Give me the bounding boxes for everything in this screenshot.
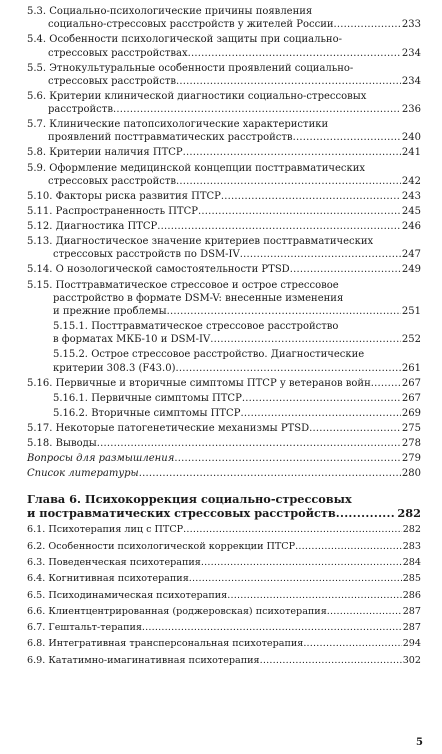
page-ref: 251 [401,305,421,317]
dot-leader [303,637,401,650]
entry-number: 5.15.1. [53,321,88,333]
entry-title-cont: проявлений посттравматических расстройств [48,132,293,144]
entry-title: Психодинамическая психотерапия [48,589,228,601]
dot-leader [290,263,401,276]
entry-title: Диагностическое значение критериев посттравматических [55,236,374,248]
entry-title: Критерии клинической диагностики социально-стрессовых [49,90,367,102]
dot-leader [260,654,402,667]
entry-number: 5.15.2. [53,349,88,361]
toc-entry[interactable] [27,422,421,435]
dot-leader [189,572,402,585]
entry-number: 5.13. [27,236,53,248]
toc-entry[interactable] [27,540,421,553]
toc-entry[interactable] [27,377,421,390]
toc-entry[interactable] [27,523,421,536]
entry-number: 5.4. [27,34,47,46]
entry-title: Вторичные симптомы ПТСР [91,407,241,419]
toc-entry[interactable] [27,556,421,569]
entry-title: Некоторые патогенетические механизмы PTSD [55,422,310,434]
toc-entry[interactable] [27,605,421,618]
entry-number: 5.10. [27,190,53,202]
page-ref: 246 [401,221,421,233]
entry-number: 5.5. [27,62,47,74]
entry-number: 5.8. [27,147,47,159]
entry-title: Поведенческая психотерапия [48,557,201,568]
page-ref: 283 [402,540,421,552]
page-ref: 287 [402,622,421,634]
entry-title: Посттравматическое стрессовое и острое стрессовое [55,279,339,291]
toc-entry[interactable] [27,621,421,634]
entry-number: 5.3. [27,6,47,17]
page-ref: 234 [401,75,421,87]
entry-title: Клинические патопсихологические характеристики [49,119,329,131]
page-ref: 233 [401,19,421,31]
dot-leader [142,621,402,634]
page-ref: 282 [397,506,421,521]
dot-leader [176,75,401,88]
page-ref: 245 [401,205,421,217]
page-ref: 279 [401,453,421,465]
entry-number: 6.1. [27,524,46,536]
page-ref: 285 [402,573,421,585]
page-ref: 287 [402,605,421,617]
chapter-heading[interactable] [27,492,421,520]
toc-entry[interactable] [27,392,421,405]
entry-title: Психотерапия лиц с ПТСР [48,524,184,536]
page-ref: 261 [401,362,421,374]
page-ref: 282 [402,524,421,536]
dot-leader [227,589,401,602]
toc-entry[interactable] [27,90,421,116]
dot-leader [242,392,401,405]
page-ref: 284 [402,557,421,568]
toc-entry[interactable] [27,437,421,450]
toc-entry[interactable] [27,190,421,203]
page-ref: 241 [401,147,421,159]
toc-entry[interactable] [27,279,421,319]
entry-title: Когнитивная психотерапия [48,573,189,585]
entry-number: 6.5. [27,589,46,601]
entry-title: Гештальт-терапия [48,622,142,634]
toc-entry[interactable] [27,205,421,218]
page-ref: 247 [401,249,421,261]
dot-leader [201,556,402,569]
page-number: 5 [416,736,423,748]
entry-title-cont: стрессовых расстройств по DSM-IV [53,249,240,261]
entry-title-cont: критерии 308.3 (F43.0) [53,362,176,374]
entry-title: Кататимно-имагинативная психотерапия [48,654,260,666]
toc-entry[interactable] [27,118,421,144]
page-ref: 267 [401,392,421,404]
chapter-title: Глава 6. Психокоррекция социально-стрессовых [27,492,352,507]
page-ref: 234 [401,47,421,59]
page-ref: 252 [401,334,421,346]
entry-title: Выводы [55,438,97,450]
table-of-contents [27,5,421,670]
entry-title: Этнокультуральные особенности проявлений социально- [49,62,354,74]
entry-number: 5.16.2. [53,407,88,419]
toc-entry[interactable] [27,33,421,59]
toc-entry[interactable] [27,146,421,159]
page-ref: 280 [401,468,421,480]
entry-number: 5.12. [27,221,53,233]
entry-title: Распространенность ПТСР [55,205,198,217]
page-ref: 242 [401,175,421,187]
entry-title: Первичные симптомы ПТСР [91,392,242,404]
toc-entry[interactable] [27,320,421,346]
dot-leader [176,175,401,188]
toc-entry[interactable] [27,654,421,667]
entry-title-cont: расстройств [48,104,113,116]
entry-number: 6.8. [27,638,46,650]
toc-entry[interactable] [27,5,421,31]
entry-number: 6.9. [27,654,46,666]
toc-entry[interactable] [27,467,421,480]
dot-leader [157,220,401,233]
entry-title: О нозологической самостоятельности PTSD [55,264,290,276]
entry-title: Особенности психологической защиты при социально- [49,34,342,46]
dot-leader [198,205,401,218]
entry-title: Первичные и вторичные симптомы ПТСР у ветеранов войн [55,377,371,389]
dot-leader [183,146,401,159]
entry-number: 6.6. [27,605,46,617]
dot-leader [97,437,401,450]
entry-number: 6.7. [27,622,46,634]
page-ref: 302 [402,654,421,666]
entry-title: Особенности психологической коррекции ПТСР [48,540,296,552]
dot-leader [309,422,401,435]
entry-number: 5.15. [27,279,53,291]
entry-title: Социально-психологические причины появления [49,6,313,17]
dot-leader [176,362,401,375]
dot-leader [139,467,401,480]
entry-title: Список литературы [27,468,139,480]
entry-title: Диагностика ПТСР [55,221,158,233]
dot-leader [371,377,401,390]
page-ref: 278 [401,438,421,450]
toc-entry[interactable] [27,235,421,261]
entry-number: 5.16. [27,377,53,389]
toc-entry[interactable] [27,348,421,374]
entry-title: Посттравматическое стрессовое расстройство [91,321,339,333]
entry-number: 6.3. [27,557,46,568]
entry-title-cont: стрессовых расстройств [48,75,177,87]
entry-title: Клиентцентрированная (роджеровская) психотерапия [48,605,327,617]
entry-title-cont: стрессовых расстройствах [48,47,188,59]
entry-number: 5.11. [27,205,53,217]
entry-number: 5.17. [27,422,53,434]
dot-leader [240,407,400,420]
toc-entry[interactable] [27,637,421,650]
toc-entry[interactable] [27,589,421,602]
dot-leader [240,248,401,261]
page-ref: 236 [401,104,421,116]
entry-title-cont: социально-стрессовых расстройств у жителей России [48,19,334,31]
toc-entry[interactable] [27,452,421,465]
page-ref: 294 [402,638,421,650]
entry-number: 5.9. [27,162,47,174]
dot-leader [295,540,402,553]
dot-leader [113,103,401,116]
entry-number: 6.4. [27,573,46,585]
entry-title: Критерии наличия ПТСР [49,147,183,159]
toc-entry[interactable] [27,162,421,188]
dot-leader [293,131,401,144]
entry-number: 5.7. [27,119,47,131]
toc-entry[interactable] [27,572,421,585]
page-ref: 240 [401,132,421,144]
toc-entry[interactable] [27,62,421,88]
entry-title: Вопросы для размышления [27,453,175,465]
dot-leader [188,47,401,60]
entry-title-cont: расстройство в формате DSM-V: внесенные изменения [53,292,344,304]
page-ref: 269 [401,407,421,419]
entry-title-cont: стрессовых расстройств [48,175,177,187]
entry-title: Интегративная трансперсональная психотерапия [48,638,304,650]
page-ref: 286 [402,589,421,601]
toc-entry[interactable] [27,407,421,420]
dot-leader [174,452,401,465]
dot-leader [327,605,402,618]
dot-leader [336,506,397,520]
entry-number: 6.2. [27,540,46,552]
entry-title: Факторы риска развития ПТСР [55,190,221,202]
dot-leader [183,523,402,536]
page-ref: 249 [401,264,421,276]
entry-title-cont: и прежние проблемы [53,305,167,317]
dot-leader [210,333,401,346]
dot-leader [167,305,401,318]
entry-title: Оформление медицинской концепции посттравматических [49,162,366,174]
toc-entry[interactable] [27,220,421,233]
chapter-title-cont: и постравматических стрессовых расстройств [27,506,336,521]
entry-title: Острое стрессовое расстройство. Диагностические [91,349,365,361]
entry-number: 5.6. [27,90,47,102]
page-ref: 275 [401,422,421,434]
page-ref: 243 [401,190,421,202]
dot-leader [334,18,401,31]
entry-title-cont: в форматах МКБ-10 и DSM-IV [53,334,211,346]
dot-leader [221,190,401,203]
page-ref: 267 [401,377,421,389]
entry-number: 5.16.1. [53,392,88,404]
toc-entry[interactable] [27,263,421,276]
entry-number: 5.14. [27,264,53,276]
entry-number: 5.18. [27,438,53,450]
